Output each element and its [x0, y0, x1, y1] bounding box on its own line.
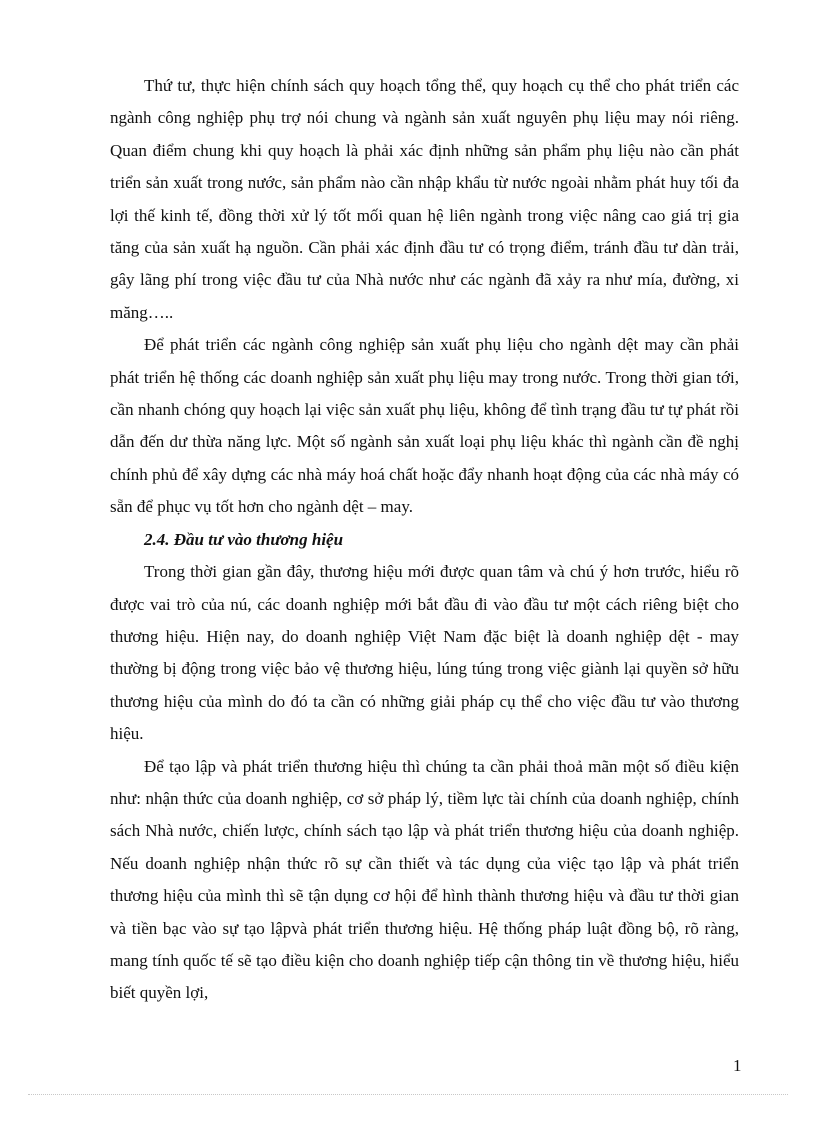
paragraph-brand-investment: Trong thời gian gần đây, thương hiệu mới được quan tâm và chú ý hơn trước, hiểu rõ được vai trò của nú, các doanh nghiệp mới bắt đầu đi vào đầu tư một cách riêng biệt cho thương hiệu. Hiện nay, do doanh nghiệp Việt Nam đặc biệt là doanh nghiệp dệt - may thường bị động trong việc bảo vệ thương hiệu, lúng túng trong việc giành lại quyền sở hữu thương hiệu của mình do đó ta cần có những giải pháp cụ thể cho việc đầu tư vào thương hiệu.	[110, 562, 739, 744]
page-bottom-divider	[28, 1094, 788, 1095]
paragraph-planning: Thứ tư, thực hiện chính sách quy hoạch tổng thể, quy hoạch cụ thể cho phát triển các ngành công nghiệp phụ trợ nói chung và ngành sản xuất nguyên phụ liệu may nói riêng. Quan điểm chung khi quy hoạch là phải xác định những sản phẩm phụ liệu nào cần phát triển sản xuất trong nước, sản phẩm nào cần nhập khẩu từ nước ngoài nhằm phát huy tối đa lợi thế kinh tế, đồng thời xử lý tốt mối quan hệ liên ngành trong việc nâng cao giá trị gia tăng của sản xuất hạ nguồn. Cần phải xác định đầu tư có trọng điểm, tránh đầu tư dàn trải, gây lãng phí trong việc đầu tư của Nhà nước như các ngành đã xảy ra như mía, đường, xi măng…..	[110, 76, 739, 322]
page-number: 1	[733, 1056, 742, 1075]
document-body	[110, 70, 739, 1010]
section-heading: 2.4. Đầu tư vào thương hiệu	[144, 529, 344, 549]
paragraph-supplier-development: Để phát triển các ngành công nghiệp sản xuất phụ liệu cho ngành dệt may cần phải phát triển hệ thống các doanh nghiệp sản xuất phụ liệu may trong nước. Trong thời gian tới, cần nhanh chóng quy hoạch lại việc sản xuất phụ liệu, không để tình trạng đầu tư tự phát rồi dẫn đến dư thừa năng lực. Một số ngành sản xuất loại phụ liệu khác thì ngành cần đề nghị chính phủ để xây dựng các nhà máy hoá chất hoặc đẩy nhanh hoạt động của các nhà máy có sẵn để phục vụ tốt hơn cho ngành dệt – may.	[110, 335, 739, 517]
paragraph-brand-conditions: Để tạo lập và phát triển thương hiệu thì chúng ta cần phải thoả mãn một số điều kiện như: nhận thức của doanh nghiệp, cơ sở pháp lý, tiềm lực tài chính của doanh nghiệp, chính sách Nhà nước, chiến lược, chính sách tạo lập và phát triển thương hiệu của doanh nghiệp. Nếu doanh nghiệp nhận thức rõ sự cần thiết và tác dụng của việc tạo lập và phát triển thương hiệu của mình thì sẽ tận dụng cơ hội để hình thành thương hiệu và đầu tư thời gian và tiền bạc vào sự tạo lậpvà phát triển thương hiệu. Hệ thống pháp luật đồng bộ, rõ ràng, mang tính quốc tế sẽ tạo điều kiện cho doanh nghiệp tiếp cận thông tin về thương hiệu, hiểu biết quyền lợi,	[110, 756, 739, 1003]
